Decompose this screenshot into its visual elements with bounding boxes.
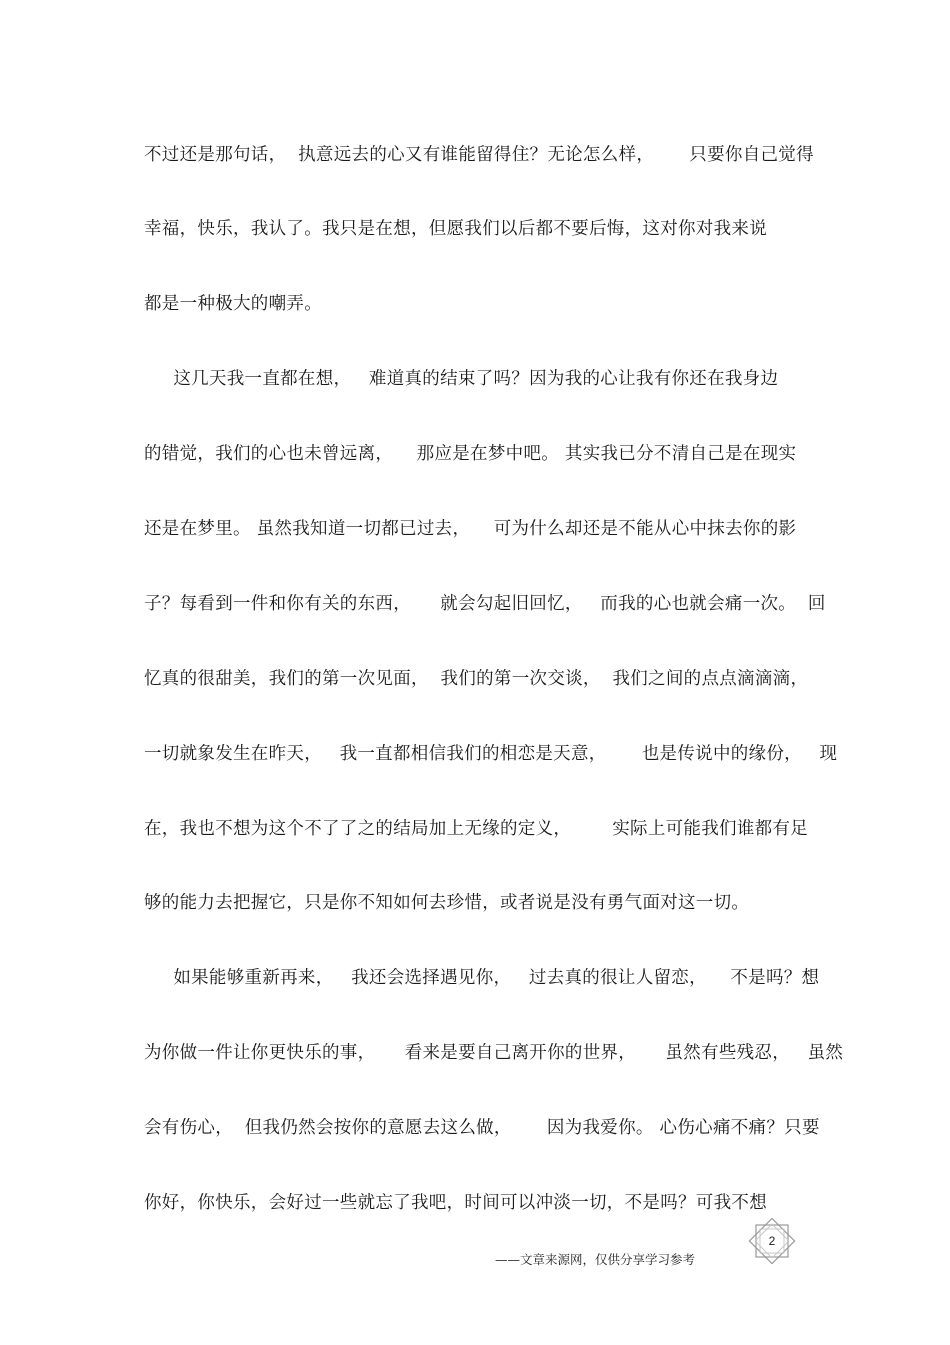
- paragraph-start-line: 这几天我一直都在想， 难道真的结束了吗？因为我的心让我有你还在我身边: [144, 369, 779, 389]
- paragraph-start-line: 如果能够重新再来， 我还会选择遇见你， 过去真的很让人留恋， 不是吗？想: [144, 968, 820, 988]
- text-line: 一切就象发生在昨天， 我一直都相信我们的相恋是天意， 也是传说中的缘份， 现: [144, 744, 838, 764]
- footer-source-note: ——文章来源网，仅供分享学习参考: [495, 1252, 696, 1267]
- text-line: 的错觉，我们的心也未曾远离， 那应是在梦中吧。 其实我已分不清自己是在现实: [144, 444, 797, 464]
- text-line: 都是一种极大的嘲弄。: [144, 294, 322, 314]
- text-line: 会有伤心， 但我仍然会按你的意愿去这么做， 因为我爱你。 心伤心痛不痛？只要: [144, 1118, 820, 1138]
- text-line: 不过还是那句话， 执意远去的心又有谁能留得住？无论怎么样， 只要你自己觉得: [144, 145, 814, 165]
- page-number-badge: [745, 1218, 799, 1264]
- text-line: 你好，你快乐，会好过一些就忘了我吧，时间可以冲淡一切，不是吗？可我不想: [144, 1193, 767, 1213]
- text-line: 为你做一件让你更快乐的事， 看来是要自己离开你的世界， 虽然有些残忍， 虽然: [144, 1043, 844, 1063]
- text-line: 幸福，快乐，我认了。我只是在想，但愿我们以后都不要后悔，这对你对我来说: [144, 219, 767, 239]
- text-line: 还是在梦里。 虽然我知道一切都已过去， 可为什么却还是不能从心中抹去你的影: [144, 519, 797, 539]
- text-line: 子？每看到一件和你有关的东西， 就会勾起旧回忆， 而我的心也就会痛一次。 回: [144, 594, 826, 614]
- text-line: 够的能力去把握它，只是你不知如何去珍惜，或者说是没有勇气面对这一切。: [144, 893, 750, 913]
- text-line: 在，我也不想为这个不了了之的结局加上无缘的定义， 实际上可能我们谁都有足: [144, 819, 809, 839]
- text-line: 忆真的很甜美，我们的第一次见面， 我们的第一次交谈， 我们之间的点点滴滴滴，: [144, 669, 809, 689]
- page-number: 2: [768, 1234, 776, 1248]
